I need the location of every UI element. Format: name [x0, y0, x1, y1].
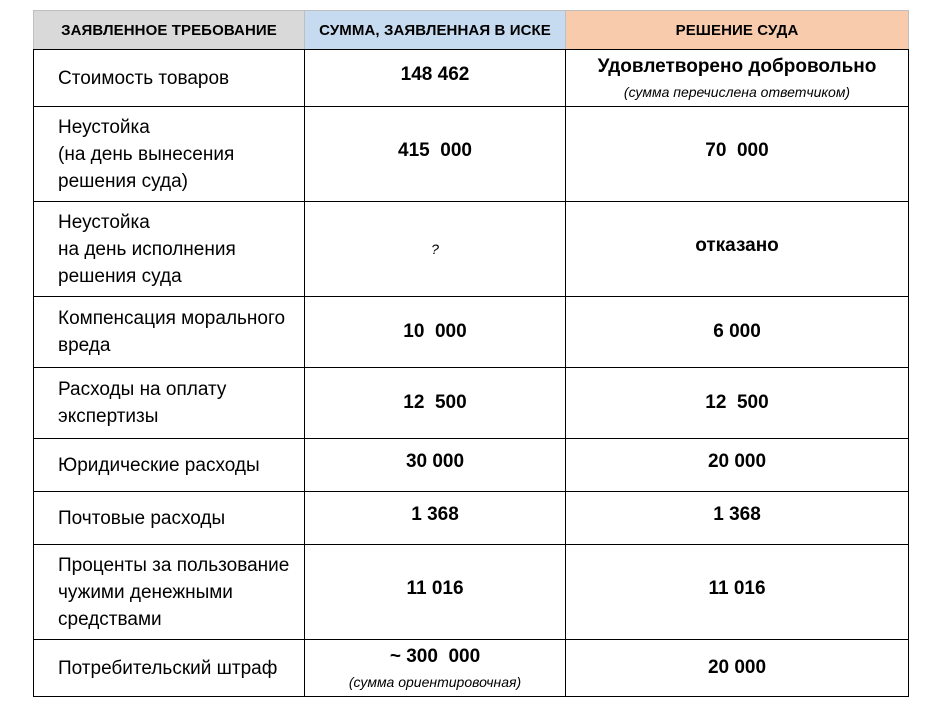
- header-row: [34, 11, 909, 50]
- claim-text: Неустойка: [58, 211, 150, 233]
- decision-cell: [566, 107, 909, 202]
- decision-cell: [566, 368, 909, 439]
- claim-cell: [34, 368, 305, 439]
- table-row: [34, 368, 909, 439]
- claim-text: на день исполнения: [58, 238, 236, 260]
- decision-value: 1 368: [713, 504, 761, 525]
- claim-text: Юридические расходы: [58, 454, 260, 476]
- claim-text: средствами: [58, 608, 162, 630]
- amount-value: 148 462: [400, 64, 470, 85]
- decision-value: 20 000: [707, 657, 767, 678]
- claim-cell: [34, 202, 305, 297]
- amount-value: 415 000: [398, 140, 472, 161]
- amount-value: 12 500: [403, 392, 467, 413]
- claim-cell: [34, 492, 305, 545]
- claim-text: решения суда): [58, 170, 188, 192]
- claim-text: Потребительский штраф: [58, 657, 278, 679]
- table-row: [34, 107, 909, 202]
- header-decision: РЕШЕНИЕ СУДА: [566, 11, 909, 50]
- decision-value: Удовлетворено добровольно: [597, 56, 877, 77]
- claim-text: Проценты за пользование: [58, 554, 290, 576]
- decision-cell: [566, 297, 909, 368]
- amount-value: ~ 300 000: [389, 646, 481, 667]
- table-row: [34, 492, 909, 545]
- decision-value: 6 000: [713, 321, 761, 342]
- claim-cell: [34, 640, 305, 697]
- amount-note: (сумма ориентировочная): [348, 674, 522, 690]
- amount-cell: [305, 439, 566, 492]
- amount-unknown-mark: ?: [431, 241, 439, 257]
- claim-cell: [34, 439, 305, 492]
- decision-cell: [566, 202, 909, 297]
- decision-value: отказано: [695, 235, 779, 256]
- decision-cell: [566, 545, 909, 640]
- decision-value: 12 500: [705, 392, 769, 413]
- decision-value: 20 000: [707, 451, 767, 472]
- table-row: [34, 202, 909, 297]
- amount-cell: [305, 492, 566, 545]
- decision-cell: [566, 439, 909, 492]
- table-row: [34, 439, 909, 492]
- header-amount: СУММА, ЗАЯВЛЕННАЯ В ИСКЕ: [305, 11, 566, 50]
- table-row: [34, 545, 909, 640]
- amount-value: 30 000: [405, 451, 465, 472]
- claim-cell: [34, 297, 305, 368]
- amount-value: 1 368: [411, 504, 459, 525]
- claim-cell: [34, 545, 305, 640]
- amount-cell: [305, 50, 566, 107]
- claim-text: чужими денежными: [58, 581, 233, 603]
- amount-cell: [305, 368, 566, 439]
- claim-text: (на день вынесения: [58, 143, 235, 165]
- decision-value: 70 000: [705, 140, 769, 161]
- amount-cell: [305, 545, 566, 640]
- amount-value: 11 016: [406, 578, 464, 599]
- amount-value: 10 000: [403, 321, 467, 342]
- claim-text: Расходы на оплату: [58, 379, 227, 400]
- decision-note: (сумма перечислена ответчиком): [623, 84, 851, 100]
- decision-cell: [566, 640, 909, 697]
- amount-cell: [305, 297, 566, 368]
- claim-text: Стоимость товаров: [58, 67, 230, 89]
- decision-cell: [566, 492, 909, 545]
- claim-text: решения суда: [58, 265, 182, 287]
- claim-text: Неустойка: [58, 116, 150, 138]
- table-row: [34, 50, 909, 107]
- claim-text: Почтовые расходы: [58, 507, 226, 529]
- table-row: [34, 640, 909, 697]
- claim-text: экспертизы: [58, 406, 159, 427]
- claim-text: Компенсация морального: [58, 308, 286, 329]
- claim-text: вреда: [58, 335, 111, 356]
- amount-cell: [305, 640, 566, 697]
- claim-cell: [34, 107, 305, 202]
- decision-cell: [566, 50, 909, 107]
- header-claim: ЗАЯВЛЕННОЕ ТРЕБОВАНИЕ: [34, 11, 305, 50]
- claim-cell: [34, 50, 305, 107]
- table-row: [34, 297, 909, 368]
- claims-table: [33, 10, 909, 697]
- decision-value: 11 016: [708, 578, 766, 599]
- amount-cell: [305, 107, 566, 202]
- amount-cell: [305, 202, 566, 297]
